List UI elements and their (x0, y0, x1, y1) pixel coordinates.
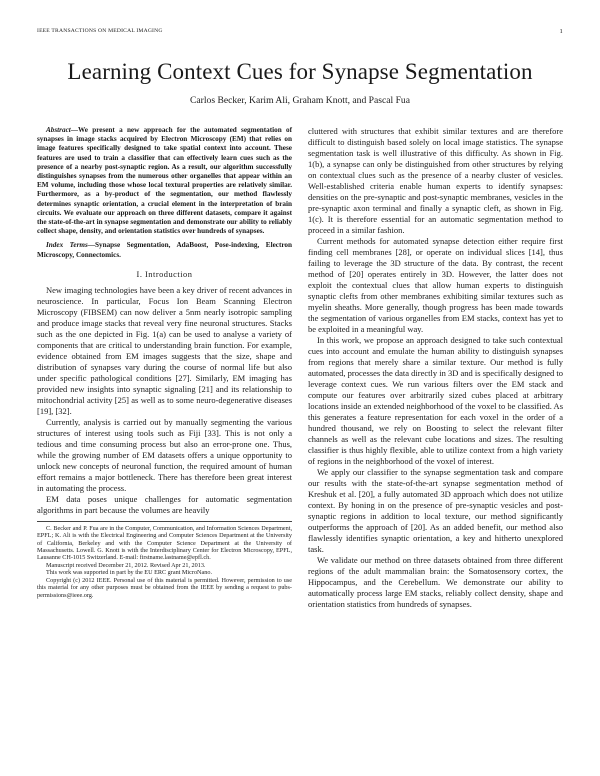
footnote-copyright: Copyright (c) 2012 IEEE. Personal use of this material is permitted. However, permission to use this material for any other purposes must be obtained from the IEEE by sending a request to pubs-permissions@ieee.org. (37, 576, 292, 599)
abstract-label: Abstract (46, 126, 71, 134)
intro-paragraph: EM data poses unique challenges for automatic segmentation algorithms in part because the volumes are heavily (37, 493, 292, 515)
page-number: 1 (559, 28, 563, 35)
footnote-affiliations: C. Becker and P. Fua are in the Computer, Communication, and Information Sciences Department, EPFL; K. Ali is with the Electrical Engineering and Computer Sciences Department at the University of California, Berkeley and with the Computer Science Department at the University of Massachusetts. Lowell. G. Knott is with the Interdisciplinary Center for Electron Microscopy, EPFL, Lausanne CH-1015 Switzerland. E-mail: firstname.lastname@epfl.ch. (37, 524, 292, 562)
intro-paragraph: Currently, analysis is carried out by manually segmenting the various structures of interest using tools such as Fiji [33]. This is not only a tedious and time consuming process but also an error-prone one. Thus, while the growing number of EM datasets offers a unique opportunity to unlock new concepts of neuronal function, the required amount of human effort remains a major bottleneck. There has therefore been great interest in automating the process. (37, 416, 292, 493)
index-terms (37, 241, 292, 259)
journal-name: IEEE TRANSACTIONS ON MEDICAL IMAGING (37, 28, 163, 34)
intro-paragraph: New imaging technologies have been a key driver of recent advances in neuroscience. In particular, Focus Ion Beam Scanning Electron Microscopy (FIBSEM) can now deliver a 5nm nearly isotropic sampling and produce image stacks that reveal very fine neuronal structures. Stacks such as the one depicted in Fig. 1(a) can be used to analyse a variety of components that are critical to understanding brain function. For example, evidence obtained from EM images suggests that the size, shape and distribution of synapses vary during the course of normal life but also under specific pathological conditions [27]. Similarly, EM imaging has provided new insights into synaptic signaling [21] and its relationship to mitochondrial activity [25] as well as to some neuro-degenerative diseases [19], [32]. (37, 284, 292, 416)
left-column (37, 126, 292, 599)
intro-paragraph: We apply our classifier to the synapse segmentation task and compare our results with the state-of-the-art synapse segmentation method of Kreshuk et al. [20], a fully automated 3D approach which does not utilize context. By honing in on the presence of pre-synaptic vesicles and post-synaptic regions in addition to local texture, our method significantly outperforms the approach of [20]. As an added benefit, our method also flawlessly identifies synaptic orientation, a key and hitherto unexplored task. (308, 467, 563, 554)
footnote-funding: This work was supported in part by the EU ERC grant MicroNano. (46, 569, 213, 577)
footnote-manuscript: Manuscript received December 21, 2012. Revised Apr 21, 2013. (46, 561, 206, 569)
section-heading-introduction: I. Introduction (136, 269, 193, 279)
abstract-text: —We present a new approach for the automated segmentation of synapses in image stacks acquired by Electron Microscopy (EM) that relies on image features specifically designed to take spatial context into account. These features are used to train a classifier that can effectively learn cues such as the presence of a nearby post-synaptic region. As a result, our algorithm successfully distinguishes synapses from the numerous other organelles that appear within an EM volume, including those whose local textural properties are relatively similar. Furthermore, as a by-product of the segmentation, our method flawlessly determines synaptic orientation, a crucial element in the interpretation of brain circuits. We evaluate our approach on three different datasets, compare it against the state-of-the-art in synapse segmentation and demonstrate our ability to reliably collect shape, density, and orientation statistics over hundreds of synapses. (37, 126, 292, 236)
running-header (37, 28, 563, 38)
abstract (37, 126, 292, 236)
intro-paragraph: We validate our method on three datasets obtained from three different regions of the adult mammalian brain: the Somatosensory cortex, the Hippocampus, and the Cerebellum. We demonstrate our ability to automatically process large EM stacks, reliably collect density, shape and orientation statistics from hundreds of synapses. (308, 555, 563, 609)
intro-paragraph: In this work, we propose an approach designed to take such contextual cues into account and emulate the human ability to distinguish synapses from regions that merely share a similar texture. Our method is fully automated, processes the data directly in 3D and is specifically designed to leverage context cues. We run various filters over the EM stack and compute our features over arbitrarily sized cubes placed at arbitrary locations inside an extended neighborhood of the voxel to be classified. As this generates a feature representation for each voxel in the order of a hundred thousand, we rely on Boosting to select the relevant filter channels as well as the relevant cube locations and sizes. The resulting classifier is thus highly flexible, able to utilize context from a high variety of regions in the neighborhood of the voxel of interest. (308, 335, 563, 466)
index-terms-text: —Synapse Segmentation, AdaBoost, Pose-indexing, Electron Microscopy, Connectomics. (37, 241, 293, 259)
footnote-rule (37, 521, 292, 522)
right-column (308, 126, 563, 610)
intro-paragraph: Current methods for automated synapse detection either require first finding cell membranes [28], or operate on individual slices [14], thus failing to leverage the 3D structure of the data. By contrast, the recent method of [20] operates entirely in 3D. However, the latter does not exploit the contextual clues that allow human experts to distinguish synaptic clefts from other membranes exhibiting similar textures such as myelin sheaths. More generally, though progress has been made towards the segmentation of various organelles from EM stacks, context has yet to be exploited in a meaningful way. (308, 236, 563, 334)
paper-title: Learning Context Cues for Synapse Segmentation (67, 59, 533, 84)
paper-authors: Carlos Becker, Karim Ali, Graham Knott, and Pascal Fua (190, 95, 410, 106)
intro-paragraph: cluttered with structures that exhibit similar textures and are therefore difficult to distinguish based solely on local image statistics. The synapse segmentation task is well illustrative of this difficulty. As shown in Fig. 1(b), a synapse can only be distinguished from other structures by relying on contextual clues such as the presence of a nearby cluster of vesicles. Well-established criteria enable human experts to identify synapses: densities on the pre-synaptic and post-synaptic membranes, vesicles in the pre-synaptic axon terminal and finally a synaptic cleft, as shown in Fig. 1(c). It is therefore essential for an automatic segmentation method to proceed in a similar fashion. (308, 126, 563, 235)
index-terms-label: Index Terms (46, 241, 88, 250)
